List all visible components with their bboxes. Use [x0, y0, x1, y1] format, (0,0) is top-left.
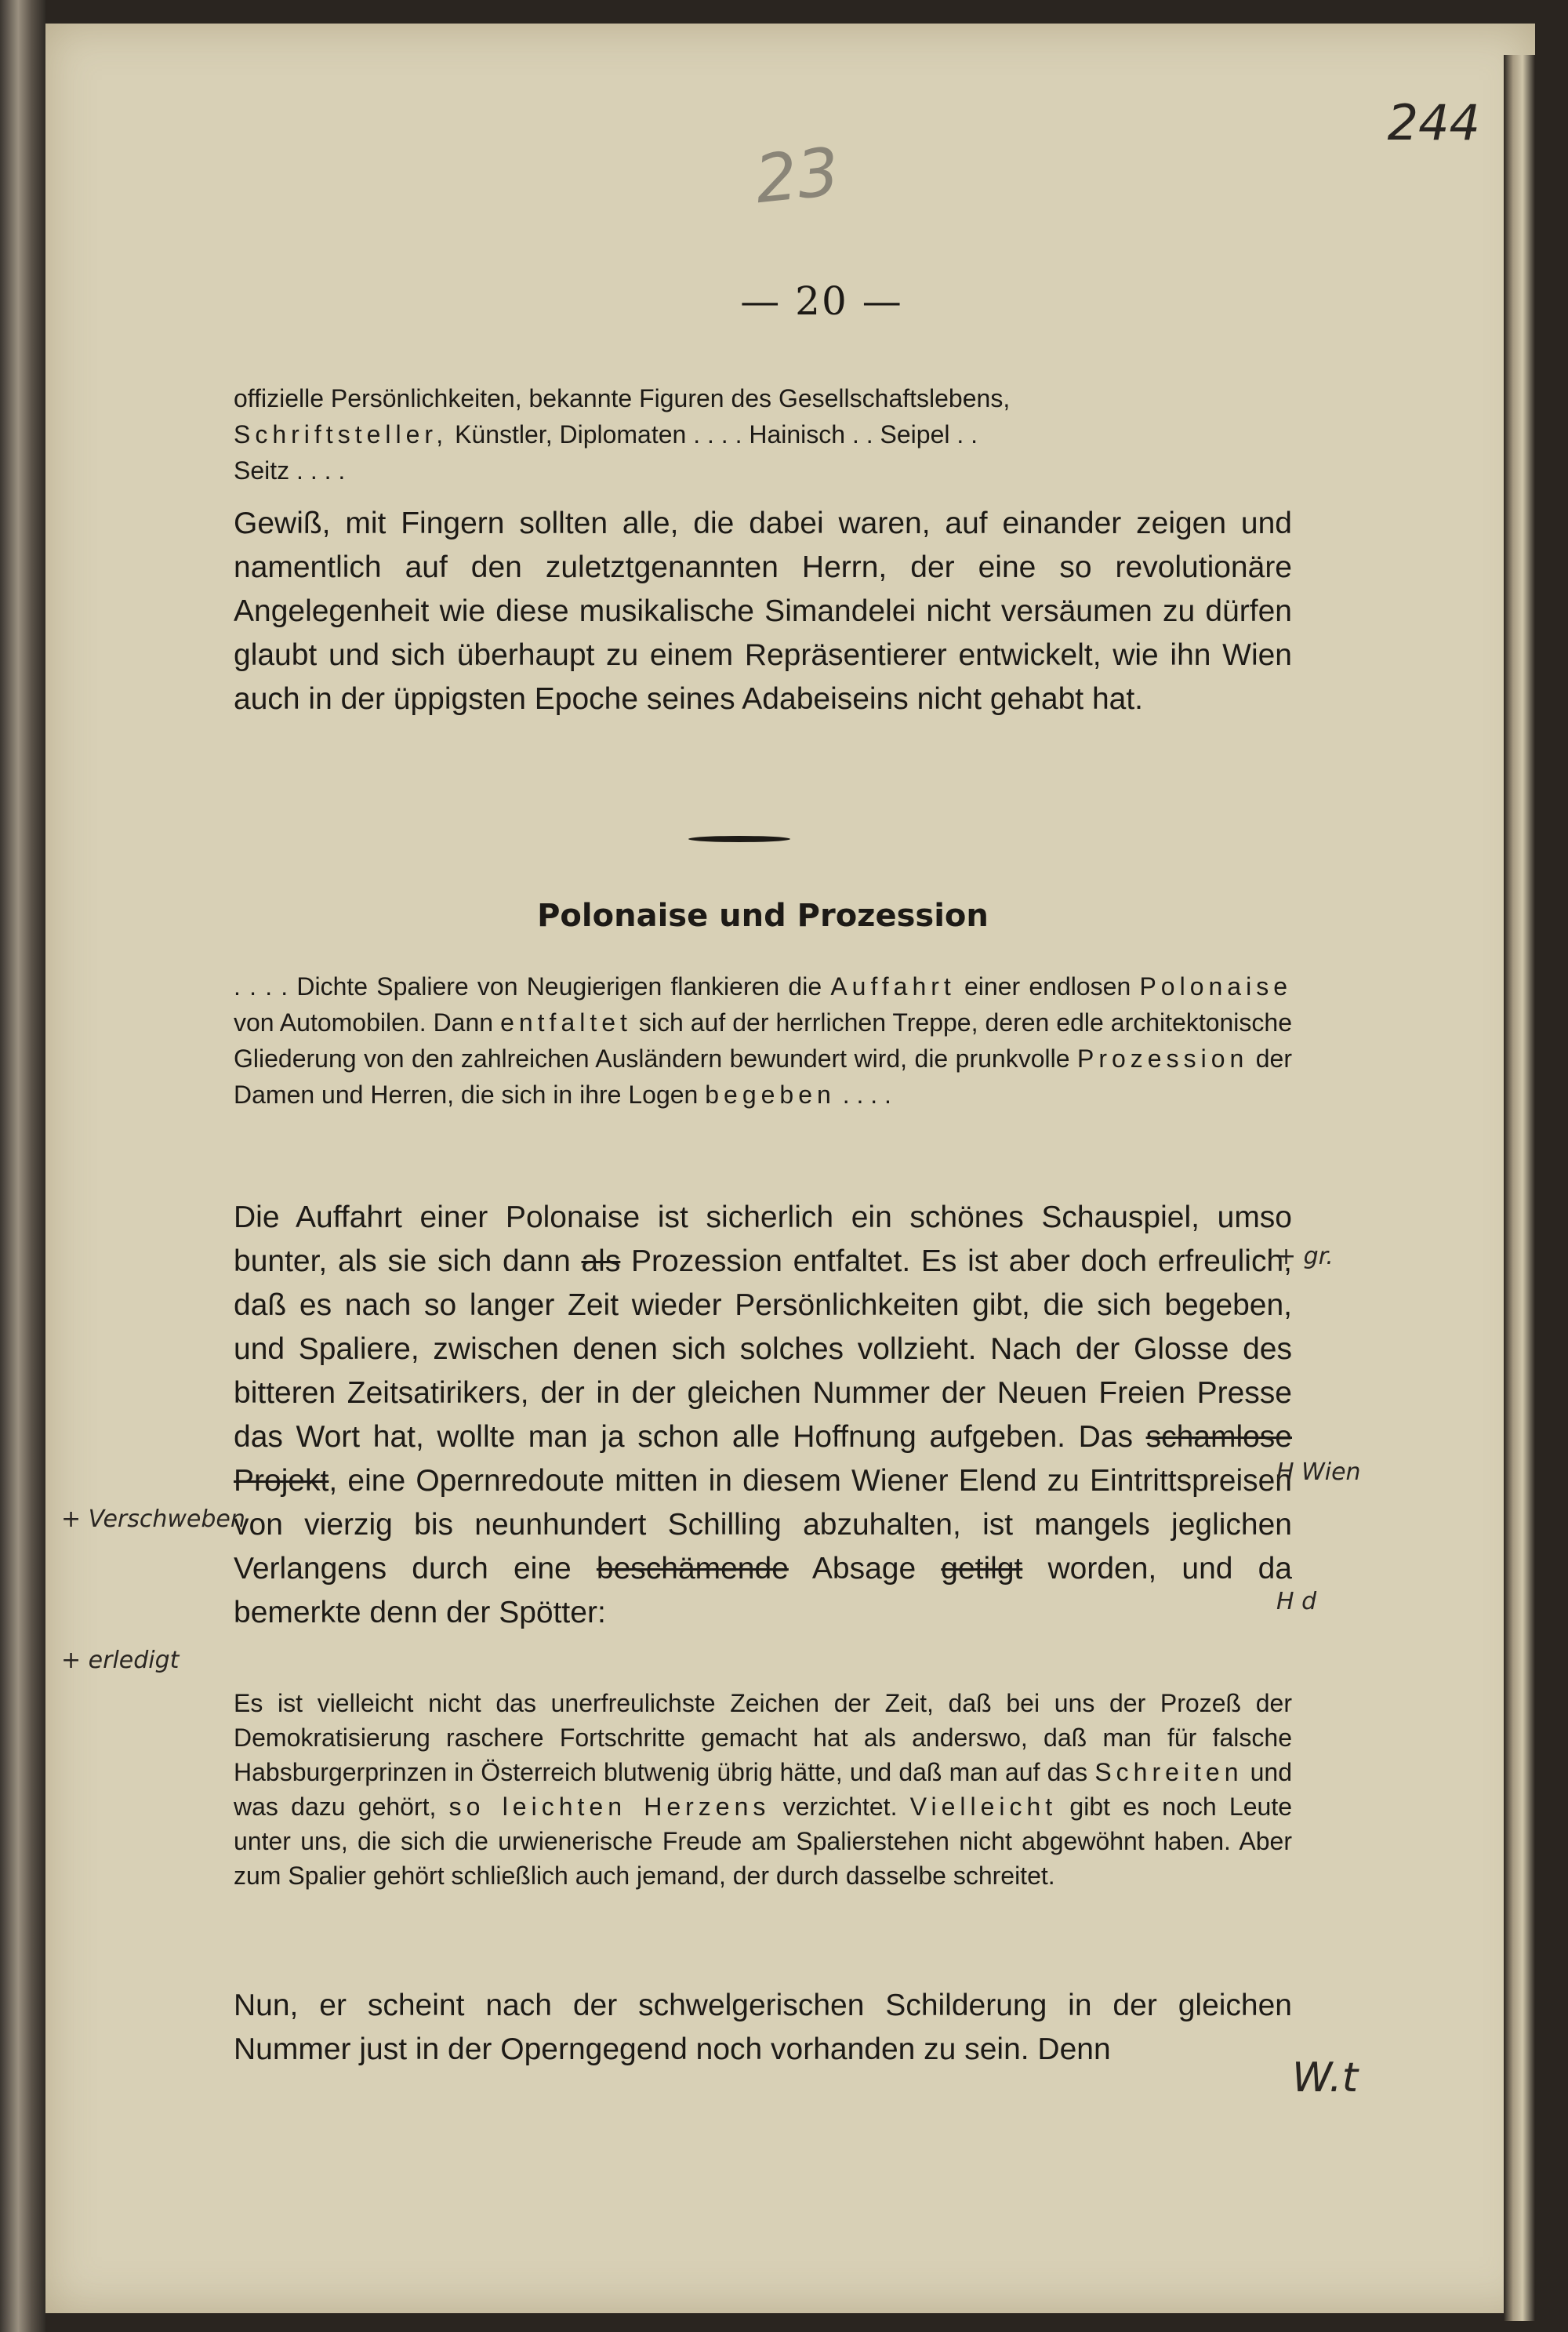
quote-part: und was dazu gehört, — [234, 1758, 1293, 1821]
margin-note-right-1: + gr. — [1276, 1243, 1334, 1270]
citation-part: . . . . — [835, 1081, 891, 1109]
citation — [234, 968, 1292, 1113]
quote-spaced: so leichten Herzens — [448, 1793, 771, 1821]
paragraph-2-part: worden, und da bemerkte denn der Spötter: — [234, 1552, 1292, 1629]
paragraph-2-part: Die Auffahrt einer Polonaise ist sicherlich ein schönes Schauspiel, umso bunter, als sie sich dann — [234, 1201, 1292, 1278]
margin-note-right-4: W.t — [1292, 2054, 1359, 2101]
section-heading: Polonaise und Prozession — [537, 898, 989, 934]
top-list — [234, 380, 1292, 489]
citation-spaced: entfaltet — [500, 1008, 632, 1037]
margin-note-left-1: + Verschweben — [61, 1506, 245, 1533]
citation-part: einer endlosen — [955, 972, 1140, 1001]
citation-part: der Damen und Herren, die sich in ihre Logen — [234, 1044, 1293, 1109]
paragraph-3 — [234, 1984, 1292, 2072]
citation-part: . . . . Dichte Spaliere von Neugierigen flankieren die — [234, 972, 831, 1001]
pencil-page-number: 23 — [751, 133, 843, 219]
citation-spaced: Prozession — [1077, 1044, 1249, 1073]
document-page — [45, 24, 1535, 2313]
paragraph-2-part: Prozession entfaltet. Es ist aber doch erfreulich, daß es nach so langer Zeit wieder Persönlichkeiten gibt, die sich begeben, und Spaliere, zwischen denen sich solches vollzieht. Nach der Glosse des bitteren Zeitsatirikers, der in der gleichen Nummer der Neuen Freien Presse das Wort hat, wollte man ja schon alle Hoffnung aufgeben. Das — [234, 1244, 1292, 1454]
page-edge — [1504, 55, 1535, 2321]
struck-word: als — [581, 1244, 621, 1278]
citation-part: von Automobilen. Dann — [234, 1008, 501, 1037]
book-binding — [0, 0, 45, 2332]
quote-spaced: Vielleicht — [909, 1793, 1058, 1821]
margin-note-right-3: H d — [1276, 1588, 1317, 1615]
citation-spaced: Auffahrt — [830, 972, 956, 1001]
quote-part: verzichtet. — [770, 1793, 910, 1821]
margin-note-left-2: + erledigt — [61, 1647, 180, 1674]
top-list-line1: offizielle Persönlichkeiten, bekannte Figuren des Gesellschaftslebens, — [234, 384, 1011, 412]
top-list-line3: Seitz . . . . — [234, 456, 346, 485]
paragraph-2-text — [234, 1196, 1292, 1635]
page-number: — 20 — — [740, 278, 903, 324]
top-list-line2 — [234, 416, 1292, 452]
paragraph-2-part: , eine Opernredoute mitten in diesem Wiener Elend zu Eintrittspreisen von vierzig bis neunhundert Schilling abzuhalten, ist mangels jeglichen Verlangens durch eine — [234, 1464, 1292, 1586]
quote-text — [234, 1686, 1292, 1893]
struck-word: beschämende — [596, 1552, 789, 1586]
section-divider — [688, 836, 790, 842]
struck-word: schamlose Projekt — [234, 1420, 1292, 1498]
paragraph-3-text: Nun, er scheint nach der schwelgerischen Schilderung in der gleichen Nummer just in der Operngegend noch vorhanden zu sein. Denn — [234, 1989, 1292, 2066]
folio-number: 244 — [1387, 94, 1480, 151]
top-list-spaced: Schriftsteller, — [234, 420, 448, 449]
top-list-line2-rest: Künstler, Diplomaten . . . . Hainisch . . Seipel . . — [448, 420, 978, 449]
paragraph-1-text: Gewiß, mit Fingern sollten alle, die dabei waren, auf einander zeigen und namentlich auf den zuletztgenannten Herrn, der eine so revolutionäre Angelegenheit wie diese musikalische Simandelei nicht versäumen zu dürfen glaubt und sich überhaupt zu einem Repräsentierer entwickelt, wie ihn Wien auch in der üppigsten Epoche seines Adabeiseins nicht gehabt hat. — [234, 507, 1292, 716]
paragraph-2 — [234, 1196, 1292, 1635]
paragraph-1 — [234, 502, 1292, 721]
citation-text — [234, 968, 1292, 1113]
citation-spaced: Polonaise — [1139, 972, 1292, 1001]
quote-spaced: Schreiten — [1094, 1758, 1243, 1786]
quote-block — [234, 1686, 1292, 1893]
quote-part: Es ist vielleicht nicht das unerfreulichste Zeichen der Zeit, daß bei uns der Prozeß der Demokratisierung raschere Fortschritte gemacht hat als anderswo, daß man für falsche Habsburgerprinzen in Österreich blutwenig übrig hätte, und daß man auf das — [234, 1689, 1292, 1786]
quote-part: gibt es noch Leute unter uns, die sich die urwienerische Freude am Spalierstehen nicht abgewöhnt haben. Aber zum Spalier gehört schließlich auch jemand, der durch dasselbe schreitet. — [234, 1793, 1293, 1890]
citation-spaced: begeben — [705, 1081, 836, 1109]
citation-part: sich auf der herrlichen Treppe, deren edle architektonische Gliederung von den zahlreichen Ausländern bewundert wird, die prunkvolle — [234, 1008, 1293, 1073]
margin-note-right-2: H Wien — [1276, 1458, 1361, 1486]
paragraph-2-part: Absage — [788, 1552, 942, 1586]
struck-word: getilgt — [941, 1552, 1023, 1586]
